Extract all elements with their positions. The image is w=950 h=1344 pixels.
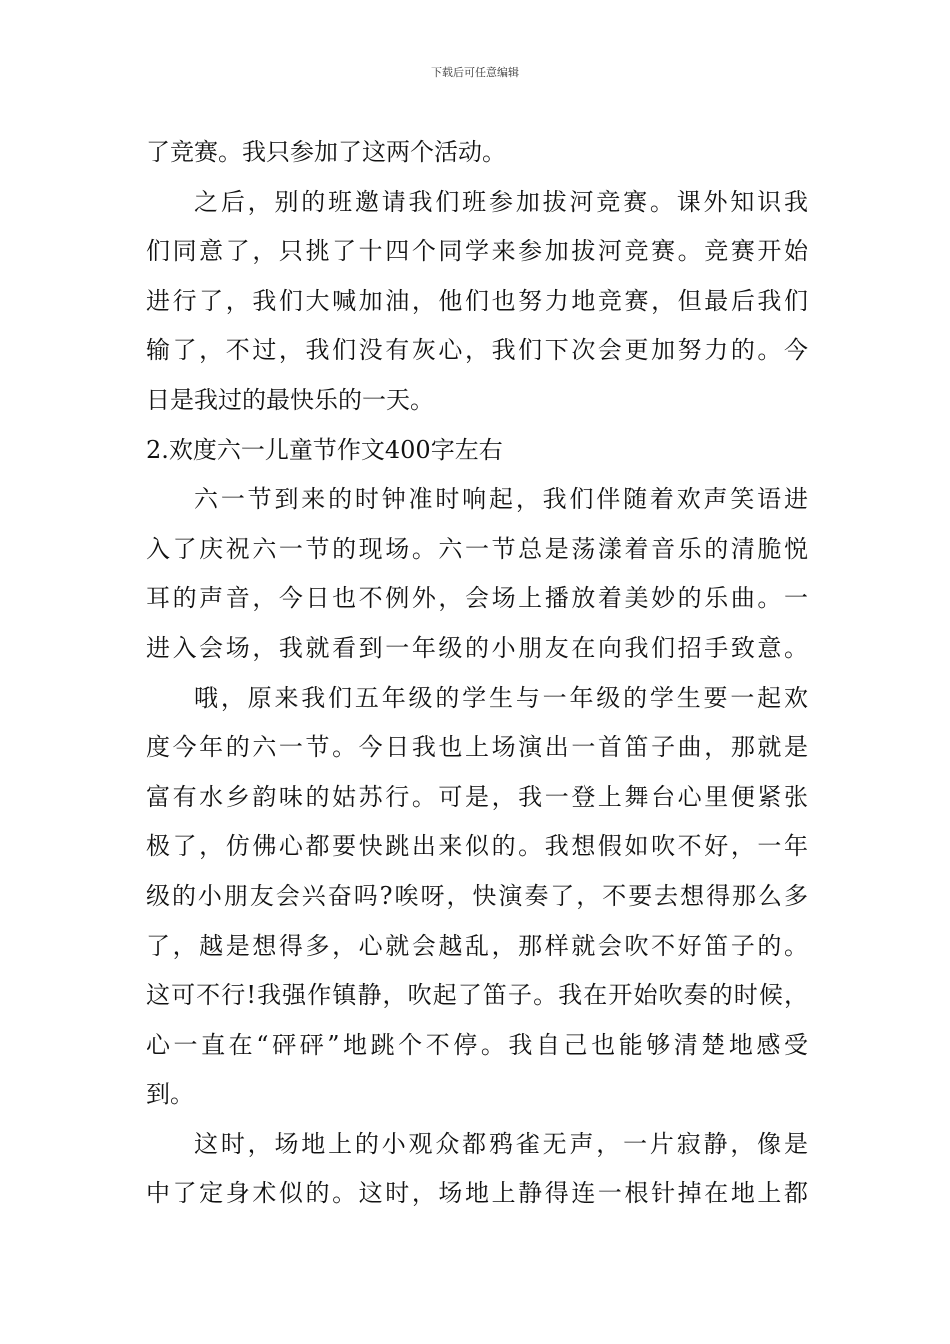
document-body [146, 128, 808, 1219]
text-line: 极了，仿佛心都要快跳出来似的。我想假如吹不好，一年 [146, 832, 808, 861]
text-line: 耳的声音，今日也不例外，会场上播放着美妙的乐曲。一 [146, 584, 808, 613]
text-line: 进入会场，我就看到一年级的小朋友在向我们招手致意。 [146, 633, 808, 662]
text-line: 级的小朋友会兴奋吗?唉呀，快演奏了，不要去想得那么多 [146, 881, 808, 910]
text-line: 哦，原来我们五年级的学生与一年级的学生要一起欢 [194, 683, 808, 712]
text-line: 了竞赛。我只参加了这两个活动。 [146, 138, 506, 166]
section-heading: 2.欢度六一儿童节作文400字左右 [146, 435, 503, 464]
text-line: 富有水乡韵味的姑苏行。可是，我一登上舞台心里便紧张 [146, 782, 808, 811]
text-line: 入了庆祝六一节的现场。六一节总是荡漾着音乐的清脆悦 [146, 534, 808, 563]
text-line: 进行了，我们大喊加油，他们也努力地竞赛，但最后我们 [146, 286, 808, 315]
text-line: 度今年的六一节。今日我也上场演出一首笛子曲，那就是 [146, 733, 808, 762]
text-line: 中了定身术似的。这时，场地上静得连一根针掉在地上都 [146, 1179, 808, 1208]
text-line: 这时，场地上的小观众都鸦雀无声，一片寂静，像是 [194, 1129, 808, 1158]
text-line: 之后，别的班邀请我们班参加拔河竞赛。课外知识我 [194, 187, 808, 216]
text-line: 了，越是想得多，心就会越乱，那样就会吹不好笛子的。 [146, 931, 808, 960]
text-line: 心一直在“砰砰”地跳个不停。我自己也能够清楚地感受 [146, 1030, 808, 1059]
text-line: 们同意了，只挑了十四个同学来参加拔河竞赛。竞赛开始 [146, 237, 808, 266]
page-header: 下载后可任意编辑 [431, 66, 519, 79]
text-line: 日是我过的最快乐的一天。 [146, 385, 434, 414]
text-line: 六一节到来的时钟准时响起，我们伴随着欢声笑语进 [194, 485, 808, 514]
text-line: 输了，不过，我们没有灰心，我们下次会更加努力的。今 [146, 336, 808, 365]
text-line: 这可不行!我强作镇静，吹起了笛子。我在开始吹奏的时候， [146, 981, 808, 1010]
text-line: 到。 [146, 1080, 194, 1109]
